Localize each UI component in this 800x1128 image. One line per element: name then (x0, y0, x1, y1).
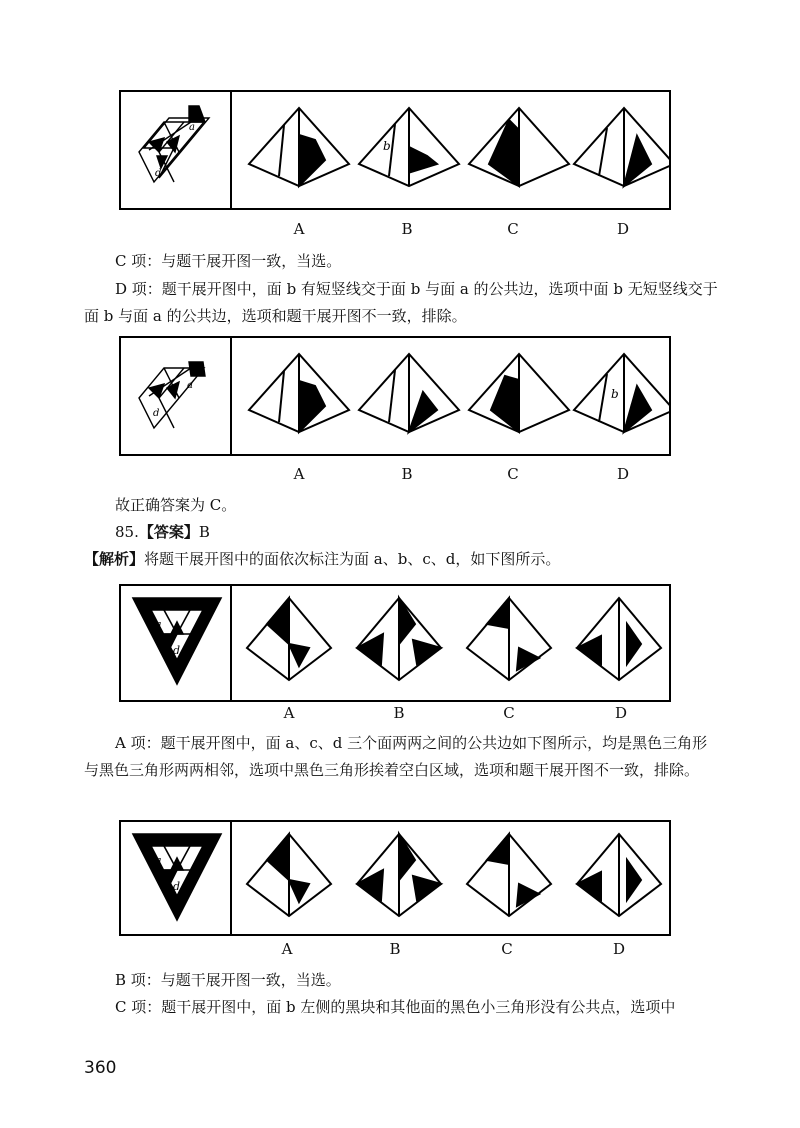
paragraph-a: A 项：题干展开图中，面 a、c、d 三个面两两之间的公共边如下图所示，均是黑色三角形与黑色三角形两两相邻，选项中黑色三角形挨着空白区域，选项和题干展开图不一致，排除。 (84, 734, 708, 779)
analysis-text: 将题干展开图中的面依次标注为面 a、b、c、d，如下图所示。 (144, 550, 561, 568)
face-label-b: b (611, 387, 619, 401)
option-d-pyramid (574, 108, 671, 186)
option-label-d: D (616, 220, 630, 238)
paragraph-c: C 项：题干展开图中，面 b 左侧的黑块和其他面的黑色小三角形没有公共点，选项中 (115, 998, 676, 1016)
option-b-pyramid (357, 834, 441, 916)
answer-tag: 【答案】 (138, 523, 199, 541)
page-number: 360 (84, 1058, 117, 1078)
figure-2-prev-question (119, 336, 671, 456)
face-label-c: c (195, 854, 202, 867)
fold-net-diagram (139, 106, 209, 182)
option-label-d: D (616, 465, 630, 483)
question-85-answer (84, 519, 720, 546)
question-number: 85. (115, 523, 139, 541)
face-label-b: b (383, 139, 391, 153)
option-label-b: B (401, 220, 413, 238)
option-b-pyramid (357, 598, 441, 680)
paragraph-b: B 项：与题干展开图一致，当选。 (115, 971, 341, 989)
option-label-a: A (293, 465, 305, 483)
fold-net-diagram (139, 362, 205, 428)
option-a-pyramid (247, 598, 331, 680)
analysis-tag: 【解析】 (84, 550, 145, 568)
conclusion-text: 故正确答案为 C。 (115, 496, 237, 514)
face-label-a: a (155, 854, 162, 867)
option-label-a: A (293, 220, 305, 238)
paragraph-d-prev: D 项：题干展开图中，面 b 有短竖线交于面 b 与面 a 的公共边，选项中面 b 无短竖线交于面 b 与面 a 的公共边，选项和题干展开图不一致，排除。 (84, 280, 718, 325)
face-label-a-opt-b: a (417, 157, 425, 171)
option-label-c: C (503, 704, 515, 722)
answer-value: B (198, 523, 210, 541)
option-c-pyramid (467, 598, 551, 680)
option-a-pyramid (247, 834, 331, 916)
face-label-a: a (155, 618, 162, 631)
analysis-intro (84, 546, 720, 573)
option-label-d: D (614, 704, 628, 722)
figure-4-q85 (119, 820, 671, 936)
face-label-c: c (195, 618, 202, 631)
option-label-b: B (401, 465, 413, 483)
face-label-d: d (173, 880, 181, 893)
option-b-pyramid (359, 354, 459, 432)
option-label-b: B (393, 704, 405, 722)
face-label-a-opt-d: a (630, 397, 638, 411)
option-label-a: A (283, 704, 295, 722)
option-c-pyramid (469, 108, 569, 186)
option-label-c: C (507, 220, 519, 238)
face-label-d: d (155, 168, 162, 179)
option-label-c: C (507, 465, 519, 483)
option-d-pyramid (577, 834, 661, 916)
option-c-pyramid (469, 354, 569, 432)
face-label-b: b (173, 846, 181, 859)
option-label-d: D (612, 940, 626, 958)
option-b-pyramid (359, 108, 459, 186)
face-label-d: d (153, 408, 160, 419)
paragraph-c-prev: C 项：与题干展开图一致，当选。 (115, 252, 342, 270)
option-label-b: B (389, 940, 401, 958)
option-d-pyramid (577, 598, 661, 680)
face-label-a: a (187, 380, 193, 391)
option-c-pyramid (467, 834, 551, 916)
face-label-b: b (173, 610, 181, 623)
option-label-c: C (501, 940, 513, 958)
option-d-pyramid (574, 354, 671, 432)
option-a-pyramid (249, 108, 349, 186)
figure-3-q85 (119, 584, 671, 702)
face-label-d: d (173, 644, 181, 657)
option-label-a: A (281, 940, 293, 958)
option-a-pyramid (249, 354, 349, 432)
face-label-a: a (189, 122, 195, 133)
figure-1-prev-question (119, 90, 671, 210)
